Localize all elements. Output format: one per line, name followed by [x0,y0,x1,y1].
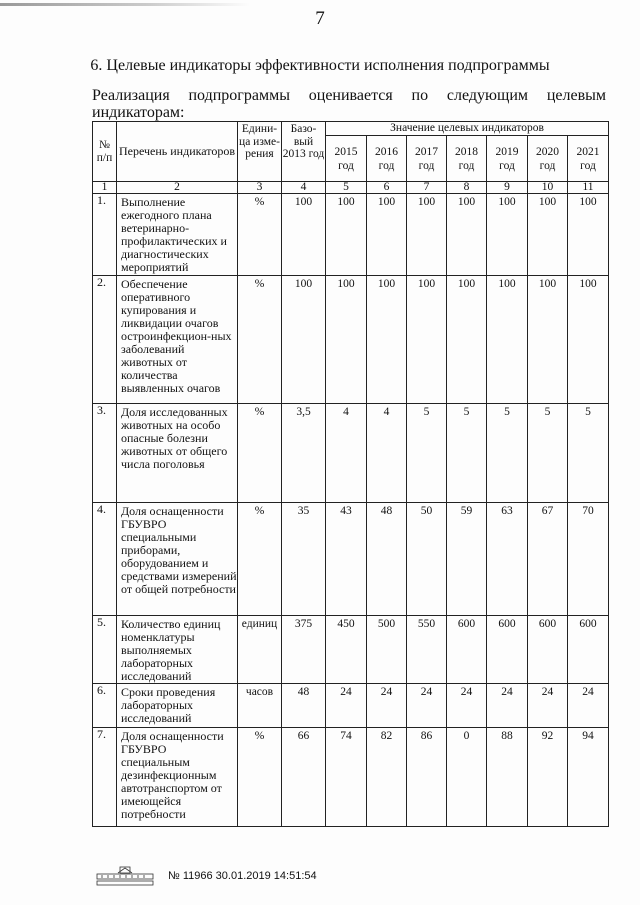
row-indicator-name: Сроки проведения лабораторных исследований [117,684,238,728]
row-num: 4. [93,503,117,616]
row-value: 100 [568,276,609,404]
intro-text-line-1: Реализация подпрограммы оценивается по следующим целевым [92,87,606,104]
row-unit: % [238,276,282,404]
row-indicator-name: Обеспечение оперативного купирования и ликвидации очагов остроинфекцион-ных заболеваний животных от количества выявленных очагов [117,276,238,404]
header-year: 2017 год [407,136,447,182]
row-value: 5 [487,404,528,503]
row-value: 600 [528,616,568,684]
header-year: 2016 год [367,136,407,182]
row-value: 94 [568,728,609,827]
row-value: 24 [568,684,609,728]
row-value: 86 [407,728,447,827]
row-base-value: 100 [282,194,326,276]
table-row [93,194,609,276]
header-group: Значение целевых индикаторов [326,122,609,136]
row-num: 1. [93,194,117,276]
intro-text-line-2: индикаторам: [92,104,185,121]
row-value: 24 [326,684,367,728]
row-value: 50 [407,503,447,616]
table-row [93,616,609,684]
row-base-value: 48 [282,684,326,728]
row-value: 100 [367,276,407,404]
row-value: 100 [407,276,447,404]
row-value: 24 [528,684,568,728]
row-value: 500 [367,616,407,684]
header-year: 2021 год [568,136,609,182]
row-value: 88 [487,728,528,827]
row-value: 550 [407,616,447,684]
row-value: 100 [568,194,609,276]
row-value: 5 [407,404,447,503]
row-value: 0 [447,728,487,827]
page-number: 7 [315,8,325,29]
row-value: 100 [367,194,407,276]
row-indicator-name: Выполнение ежегодного плана ветеринарно-профилактических и диагностических мероприятий [117,194,238,276]
row-value: 100 [326,194,367,276]
header-base: Базо-вый 2013 год [282,122,326,182]
row-unit: % [238,404,282,503]
table-row [93,404,609,503]
column-index: 6 [367,182,407,194]
row-base-value: 100 [282,276,326,404]
row-value: 100 [447,276,487,404]
registry-stamp-icon [96,866,154,886]
header-year: 2018 год [447,136,487,182]
row-value: 4 [326,404,367,503]
row-value: 100 [487,276,528,404]
column-index: 8 [447,182,487,194]
row-value: 100 [528,194,568,276]
row-value: 24 [367,684,407,728]
row-base-value: 3,5 [282,404,326,503]
row-num: 5. [93,616,117,684]
row-num: 2. [93,276,117,404]
column-index: 9 [487,182,528,194]
column-index: 2 [117,182,238,194]
registration-footer [96,866,496,888]
row-value: 600 [487,616,528,684]
row-indicator-name: Доля оснащенности ГБУВРО специальными приборами, оборудованием и средствами измерений от общей потребности [117,503,238,616]
table-row [93,728,609,827]
row-value: 92 [528,728,568,827]
row-value: 5 [568,404,609,503]
row-value: 100 [407,194,447,276]
row-unit: % [238,728,282,827]
row-value: 600 [447,616,487,684]
table-row [93,503,609,616]
row-unit: часов [238,684,282,728]
row-num: 6. [93,684,117,728]
column-index-row [93,182,609,194]
header-unit: Едини-ца изме-рения [238,122,282,182]
table-row [93,276,609,404]
table-row [93,684,609,728]
column-index: 7 [407,182,447,194]
column-index: 11 [568,182,609,194]
scan-artifact-line [0,3,250,6]
column-index: 4 [282,182,326,194]
header-name: Перечень индикаторов [117,122,238,182]
row-value: 59 [447,503,487,616]
row-value: 48 [367,503,407,616]
row-value: 74 [326,728,367,827]
table-header [93,122,609,194]
row-base-value: 375 [282,616,326,684]
row-value: 43 [326,503,367,616]
row-value: 5 [447,404,487,503]
registration-number: № 11966 30.01.2019 14:51:54 [168,870,317,882]
row-value: 24 [447,684,487,728]
row-value: 600 [568,616,609,684]
row-base-value: 66 [282,728,326,827]
row-unit: % [238,503,282,616]
row-value: 100 [487,194,528,276]
header-year: 2019 год [487,136,528,182]
indicators-table [92,121,609,827]
row-indicator-name: Доля исследованных животных на особо опасные болезни животных от общего числа поголовья [117,404,238,503]
row-value: 82 [367,728,407,827]
row-indicator-name: Доля оснащенности ГБУВРО специальным дезинфекционным автотранспортом от имеющейся потребности [117,728,238,827]
row-value: 63 [487,503,528,616]
column-index: 3 [238,182,282,194]
row-value: 24 [487,684,528,728]
row-value: 100 [447,194,487,276]
row-indicator-name: Количество единиц номенклатуры выполняемых лабораторных исследований [117,616,238,684]
row-value: 100 [528,276,568,404]
row-num: 7. [93,728,117,827]
row-num: 3. [93,404,117,503]
row-value: 67 [528,503,568,616]
section-title: 6. Целевые индикаторы эффективности исполнения подпрограммы [90,57,550,74]
header-year: 2015 год [326,136,367,182]
column-index: 5 [326,182,367,194]
row-value: 70 [568,503,609,616]
row-unit: % [238,194,282,276]
header-num: № п/п [93,122,117,182]
row-unit: единиц [238,616,282,684]
row-value: 5 [528,404,568,503]
row-value: 100 [326,276,367,404]
row-value: 24 [407,684,447,728]
row-value: 450 [326,616,367,684]
header-year: 2020 год [528,136,568,182]
column-index: 10 [528,182,568,194]
row-value: 4 [367,404,407,503]
column-index: 1 [93,182,117,194]
row-base-value: 35 [282,503,326,616]
table-body [93,194,609,827]
